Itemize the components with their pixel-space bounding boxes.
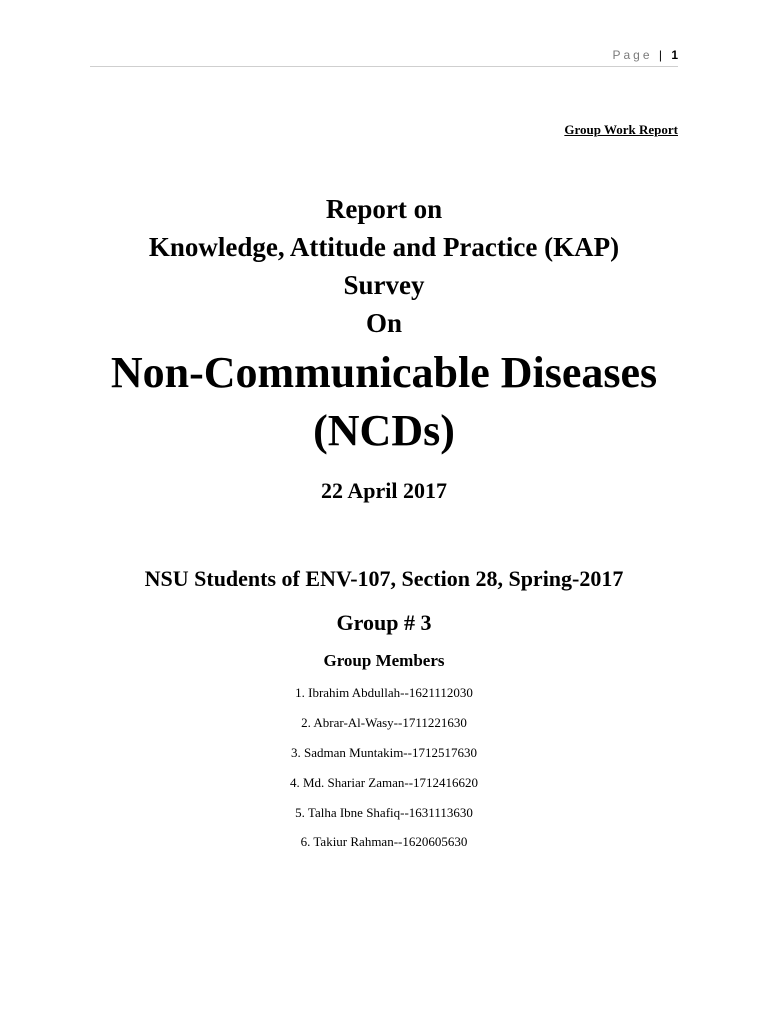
member-item: 2. Abrar-Al-Wasy--1711221630 — [301, 715, 467, 730]
title-line-2: Knowledge, Attitude and Practice (KAP) — [148, 232, 620, 262]
page-label: Page — [612, 48, 653, 62]
report-date: 22 April 2017 — [321, 478, 447, 503]
page-header — [90, 44, 678, 67]
group-number: Group # 3 — [336, 610, 432, 635]
member-item: 6. Takiur Rahman--1620605630 — [300, 834, 468, 849]
title-line-1: Report on — [325, 194, 443, 224]
main-title-line-2: (NCDs) — [313, 406, 455, 455]
page-separator: | — [658, 48, 662, 62]
member-item: 4. Md. Shariar Zaman--1712416620 — [289, 775, 479, 790]
page-number-value: 1 — [671, 48, 678, 62]
members-heading: Group Members — [323, 651, 445, 670]
title-line-4: On — [365, 308, 403, 338]
course-line: NSU Students of ENV-107, Section 28, Spring-2017 — [144, 566, 624, 591]
main-title-line-1: Non-Communicable Diseases — [110, 348, 658, 397]
member-item: 5. Talha Ibne Shafiq--1631113630 — [295, 805, 473, 820]
report-type-label: Group Work Report — [564, 122, 678, 137]
page-number — [612, 48, 678, 62]
member-item: 3. Sadman Muntakim--1712517630 — [291, 745, 477, 760]
member-item: 1. Ibrahim Abdullah--1621112030 — [295, 685, 473, 700]
title-line-3: Survey — [343, 270, 425, 300]
